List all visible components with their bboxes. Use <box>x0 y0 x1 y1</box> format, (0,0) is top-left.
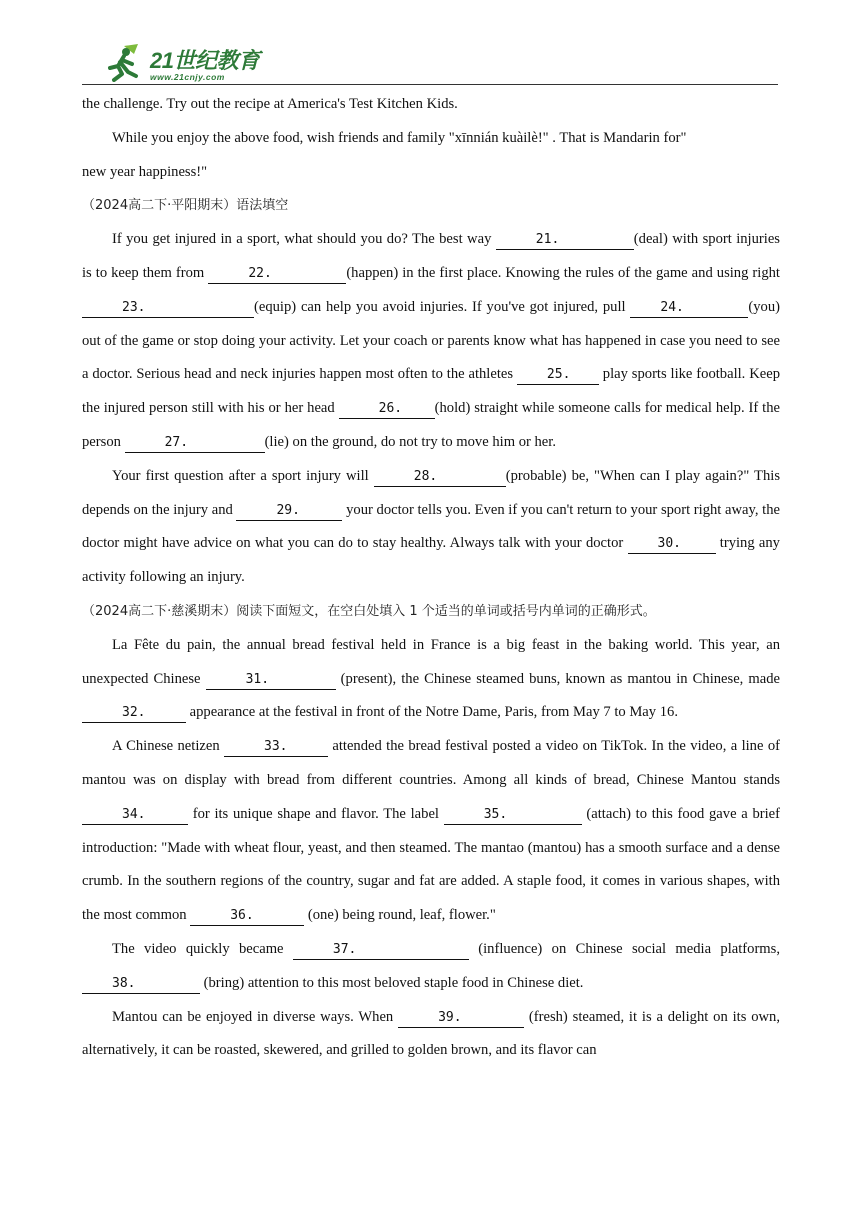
answer-blank[interactable]: 31. <box>206 671 336 690</box>
paragraph: While you enjoy the above food, wish friends and family "xīnnián kuàilè!" . That is Mandarin for" <box>112 129 687 146</box>
answer-blank[interactable]: 23. <box>82 299 254 318</box>
answer-blank[interactable]: 24. <box>630 299 748 318</box>
paragraph: La Fête du pain, the annual bread festival held in France is a big feast in the baking world. This year, an unexpected Chinese 31. (present), the Chinese steamed buns, known as mantou in Chinese, made 32. appearance at the festival in front of the Notre Dame, Paris, from May 7 to May 16. <box>82 629 780 730</box>
paragraph: new year happiness!" <box>82 163 208 180</box>
answer-blank[interactable]: 35. <box>444 806 582 825</box>
paragraph: A Chinese netizen 33. attended the bread festival posted a video on TikTok. In the video, a line of mantou was on display with bread from different countries. Among all kinds of bread, Chinese Mantou stands 34. for its unique shape and flavor. The label 35. (attach) to this food gave a brief introduction: "Made with wheat flour, yeast, and then steamed. The mantao (mantou) has a smooth surface and a dense crumb. In the southern regions of the country, sugar and fat are added. A staple food, it comes in various shapes, with the most common 36. (one) being round, leaf, flower." <box>82 730 780 933</box>
paragraph: Mantou can be enjoyed in diverse ways. When 39. (fresh) steamed, it is a delight on its own, alternatively, it can be roasted, skewered, and grilled to golden brown, and its flavor can <box>82 1008 780 1059</box>
answer-blank[interactable]: 37. <box>293 941 469 960</box>
answer-blank[interactable]: 21. <box>496 231 634 250</box>
answer-blank[interactable]: 28. <box>374 468 506 487</box>
brand-logo <box>104 42 259 82</box>
answer-blank[interactable]: 33. <box>224 738 328 757</box>
brand-wordmark <box>150 50 259 82</box>
runner-logo-icon <box>104 42 148 82</box>
paragraph: Your first question after a sport injury will 28. (probable) be, "When can I play again?" This depends on the injury and 29. your doctor tells you. Even if you can't return to your sport right away, the doctor might have advice on what you can do to stay healthy. Always talk with your doctor 30. trying any activity following an injury. <box>82 467 780 586</box>
answer-blank[interactable]: 32. <box>82 704 186 723</box>
logo-sub-text: www.21cnjy.com <box>150 72 225 82</box>
page-header <box>82 38 778 86</box>
answer-blank[interactable]: 30. <box>628 535 716 554</box>
answer-blank[interactable]: 39. <box>398 1009 524 1028</box>
answer-blank[interactable]: 34. <box>82 806 188 825</box>
paragraph: the challenge. Try out the recipe at America's Test Kitchen Kids. <box>82 96 458 112</box>
logo-main-text: 21世纪教育 <box>150 48 260 73</box>
answer-blank[interactable]: 22. <box>208 265 346 284</box>
answer-blank[interactable]: 27. <box>125 434 265 453</box>
document-body <box>82 88 780 1068</box>
section-title: （2024高二下·平阳期末）语法填空 <box>82 198 289 214</box>
paragraph: If you get injured in a sport, what should you do? The best way 21. (deal) with sport injuries is to keep them from 22. (happen) in the first place. Knowing the rules of the game and using right 23. (equip) can help you avoid injuries. If you've got injured, pull 24. (you) out of the game or stop doing your activity. Let your coach or parents know what has happened in case you need to see a doctor. Serious head and neck injuries happen most often to the athletes 25. play sports like football. Keep the injured person still with his or her head 26. (hold) straight while someone calls for medical help. If the person 27. (lie) on the ground, do not try to move him or her. <box>82 223 780 460</box>
answer-blank[interactable]: 26. <box>339 400 435 419</box>
section-title: （2024高二下·慈溪期末）阅读下面短文，在空白处填入 1 个适当的单词或括号内单词的正确形式。 <box>82 603 656 619</box>
header-rule <box>82 84 778 85</box>
answer-blank[interactable]: 29. <box>236 502 342 521</box>
answer-blank[interactable]: 36. <box>190 907 304 926</box>
answer-blank[interactable]: 25. <box>517 366 599 385</box>
answer-blank[interactable]: 38. <box>82 975 200 994</box>
paragraph: The video quickly became 37. (influence) on Chinese social media platforms, 38. (bring) attention to this most beloved staple food in Chinese diet. <box>82 933 780 1001</box>
